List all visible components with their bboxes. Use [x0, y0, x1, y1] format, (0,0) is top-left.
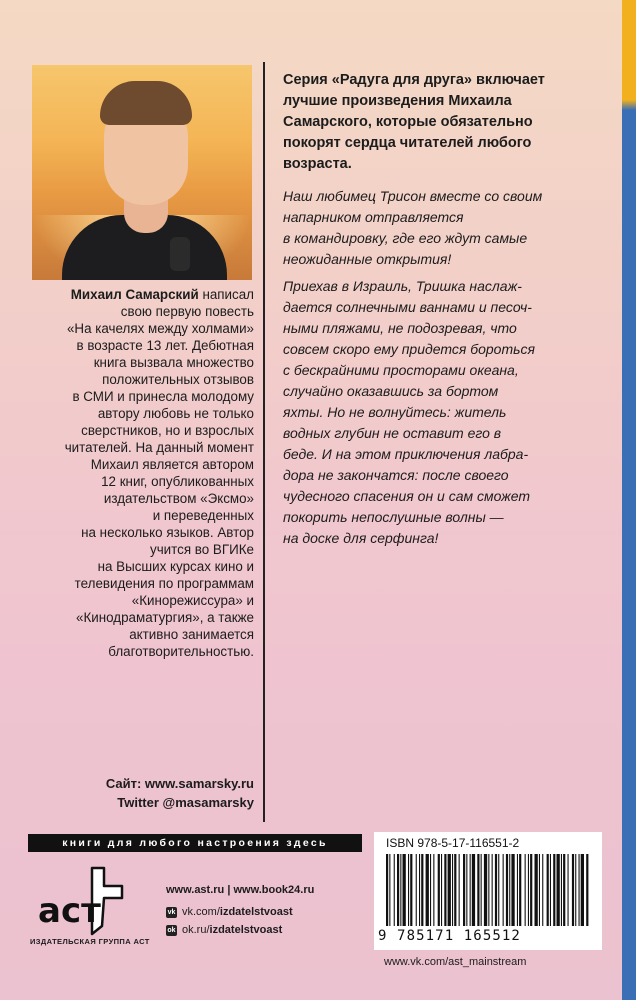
- barcode-stripe: [394, 854, 395, 926]
- barcode-stripe: [426, 854, 429, 926]
- bio-line: книга вызвала множество: [93, 355, 254, 370]
- bio-line: Михаил является автором: [90, 457, 254, 472]
- bio-line: читателей. На данный момент: [64, 440, 254, 455]
- barcode-stripe: [389, 854, 390, 926]
- annotation-line: в командировку, где его ждут самые: [283, 230, 528, 246]
- vk-prefix: vk.com/: [182, 906, 220, 918]
- author-hair: [100, 81, 192, 125]
- bio-line: на несколько языков. Автор: [81, 525, 254, 540]
- barcode-stripe: [517, 854, 518, 926]
- annotation-paragraph-1: [283, 186, 583, 270]
- barcode-stripe: [553, 854, 555, 926]
- slogan-bar: книги для любого настроения здесь: [28, 834, 362, 852]
- vk-icon: vk: [167, 908, 176, 916]
- barcode-stripe: [581, 854, 584, 926]
- author-twitter[interactable]: Twitter @masamarsky: [117, 795, 254, 810]
- bio-line: автору любовь не только: [97, 406, 254, 421]
- barcode-stripe: [419, 854, 420, 926]
- annotation-line: Приехав в Израиль, Тришка наслаж-: [283, 278, 522, 294]
- barcode-stripe: [397, 854, 399, 926]
- barcode-stripe: [403, 854, 406, 926]
- annotation-line: беде. И на этом приключения лабра-: [283, 446, 529, 462]
- annotation-line: с бескрайними просторами океана,: [283, 362, 519, 378]
- author-contacts: [28, 774, 254, 812]
- annotation-line: чудесного спасения он и сам сможет: [283, 488, 530, 504]
- series-line: Серия «Радуга для друга» включает: [283, 72, 545, 88]
- column-divider: [263, 62, 265, 822]
- book-spine-edge: [622, 0, 636, 1000]
- bio-line: положительных отзывов: [102, 372, 254, 387]
- bio-line: телевидения по программам: [74, 576, 254, 591]
- series-line: покорят сердца читателей любого: [283, 135, 532, 151]
- barcode-stripe: [454, 854, 456, 926]
- barcode-stripe: [484, 854, 487, 926]
- barcode-stripe: [463, 854, 465, 926]
- annotation-line: случайно оказавшись за бортом: [283, 383, 499, 399]
- vk-mainstream-link[interactable]: www.vk.com/ast_mainstream: [384, 956, 527, 968]
- barcode-stripe: [386, 854, 388, 926]
- barcode-stripe: [444, 854, 446, 926]
- barcode-stripe: [525, 854, 526, 926]
- annotation-line: Наш любимец Трисон вместе со своим: [283, 188, 543, 204]
- barcode-stripe: [563, 854, 565, 926]
- series-line: Самарского, которые обязательно: [283, 114, 533, 130]
- barcode-stripe: [498, 854, 499, 926]
- barcode-panel: [374, 832, 602, 950]
- barcode-stripe: [441, 854, 442, 926]
- barcode-stripe: [466, 854, 467, 926]
- publisher-websites[interactable]: www.ast.ru | www.book24.ru: [166, 884, 315, 896]
- barcode-stripe: [433, 854, 434, 926]
- author-name: Михаил Самарский: [70, 287, 199, 302]
- bio-line: благотворительностью.: [108, 644, 254, 659]
- barcode-stripe: [416, 854, 417, 926]
- barcode-stripe: [586, 854, 588, 926]
- barcode-stripe: [470, 854, 471, 926]
- barcode-stripe: [530, 854, 532, 926]
- annotation-line: дора не закончатся: после своего: [283, 467, 509, 483]
- barcode-stripe: [472, 854, 475, 926]
- bio-line: на Высших курсах кино и: [97, 559, 254, 574]
- annotation-line: ными пляжами, не подозревая, что: [283, 320, 517, 336]
- author-photo: [32, 65, 252, 280]
- bio-line: и переведенных: [152, 508, 254, 523]
- ast-logo: [30, 864, 130, 944]
- barcode-stripe: [539, 854, 540, 926]
- barcode-stripe: [542, 854, 543, 926]
- barcode-stripe: [550, 854, 551, 926]
- barcode-stripe: [535, 854, 538, 926]
- barcode-stripe: [579, 854, 580, 926]
- sunglasses: [170, 237, 190, 271]
- annotation-paragraph-2: [283, 276, 583, 549]
- barcode-stripe: [448, 854, 451, 926]
- annotation-line: совсем скоро ему придется бороться: [283, 341, 535, 357]
- barcode-bars: [384, 854, 590, 926]
- bio-line: свою первую повесть: [120, 304, 254, 319]
- barcode-stripe: [488, 854, 489, 926]
- series-line: лучшие произведения Михаила: [283, 93, 512, 109]
- ok-prefix: ok.ru/: [182, 924, 210, 936]
- barcode-stripe: [509, 854, 510, 926]
- publisher-name: ИЗДАТЕЛЬСКАЯ ГРУППА АСТ: [30, 937, 150, 946]
- annotation-line: неожиданные открытия!: [283, 251, 452, 267]
- bio-line: в СМИ и принесла молодому: [72, 389, 254, 404]
- barcode-stripe: [481, 854, 482, 926]
- barcode-stripe: [495, 854, 497, 926]
- annotation-line: водных глубин не оставит его в: [283, 425, 502, 441]
- annotation-line: дается солнечными ваннами и песоч-: [283, 299, 532, 315]
- barcode-stripe: [547, 854, 549, 926]
- barcode-stripe: [410, 854, 412, 926]
- barcode-stripe: [477, 854, 479, 926]
- ok-handle: izdatelstvoast: [209, 924, 283, 936]
- barcode-stripe: [438, 854, 440, 926]
- barcode-stripe: [492, 854, 493, 926]
- barcode-stripe: [503, 854, 504, 926]
- barcode-stripe: [519, 854, 521, 926]
- annotation-line: покорить непослушные волны —: [283, 509, 504, 525]
- barcode-digits: 9 785171 165512: [378, 928, 521, 944]
- author-website[interactable]: Сайт: www.samarsky.ru: [105, 776, 254, 791]
- barcode-stripe: [430, 854, 431, 926]
- barcode-stripe: [575, 854, 576, 926]
- bio-line: издательством «Эксмо»: [103, 491, 254, 506]
- barcode-stripe: [400, 854, 401, 926]
- ast-logo-text: аст: [38, 891, 101, 931]
- barcode-stripe: [459, 854, 460, 926]
- ok-link[interactable]: [166, 924, 366, 936]
- bio-line: учится во ВГИКе: [150, 542, 254, 557]
- ok-icon: ok: [167, 926, 176, 934]
- bio-line: активно занимается: [129, 627, 254, 642]
- barcode-stripe: [561, 854, 562, 926]
- isbn-number: ISBN 978-5-17-116551-2: [386, 836, 520, 850]
- barcode-stripe: [572, 854, 574, 926]
- bio-line: в возрасте 13 лет. Дебютная: [76, 338, 254, 353]
- barcode-stripe: [528, 854, 529, 926]
- barcode-stripe: [557, 854, 560, 926]
- annotation-line: на доске для серфинга!: [283, 530, 439, 546]
- series-line: возраста.: [283, 156, 352, 172]
- series-description: [283, 70, 603, 175]
- author-bio: [28, 286, 254, 660]
- barcode-stripe: [506, 854, 508, 926]
- bio-line: «Кинодраматургия», а также: [76, 610, 254, 625]
- barcode-stripe: [511, 854, 514, 926]
- barcode-stripe: [408, 854, 409, 926]
- bio-line: 12 книг, опубликованных: [101, 474, 254, 489]
- barcode-stripe: [421, 854, 423, 926]
- bio-line: «Кинорежиссура» и: [131, 593, 254, 608]
- vk-handle: izdatelstvoast: [219, 906, 293, 918]
- barcode-stripe: [452, 854, 453, 926]
- barcode-stripe: [568, 854, 569, 926]
- bio-line: написал: [202, 287, 254, 302]
- vk-link[interactable]: [166, 906, 366, 918]
- annotation-line: яхты. Но не волнуйтесь: житель: [283, 404, 507, 420]
- annotation-line: напарником отправляется: [283, 209, 464, 225]
- bio-line: «На качелях между холмами»: [66, 321, 254, 336]
- bio-line: сверстников, но и взрослых: [81, 423, 254, 438]
